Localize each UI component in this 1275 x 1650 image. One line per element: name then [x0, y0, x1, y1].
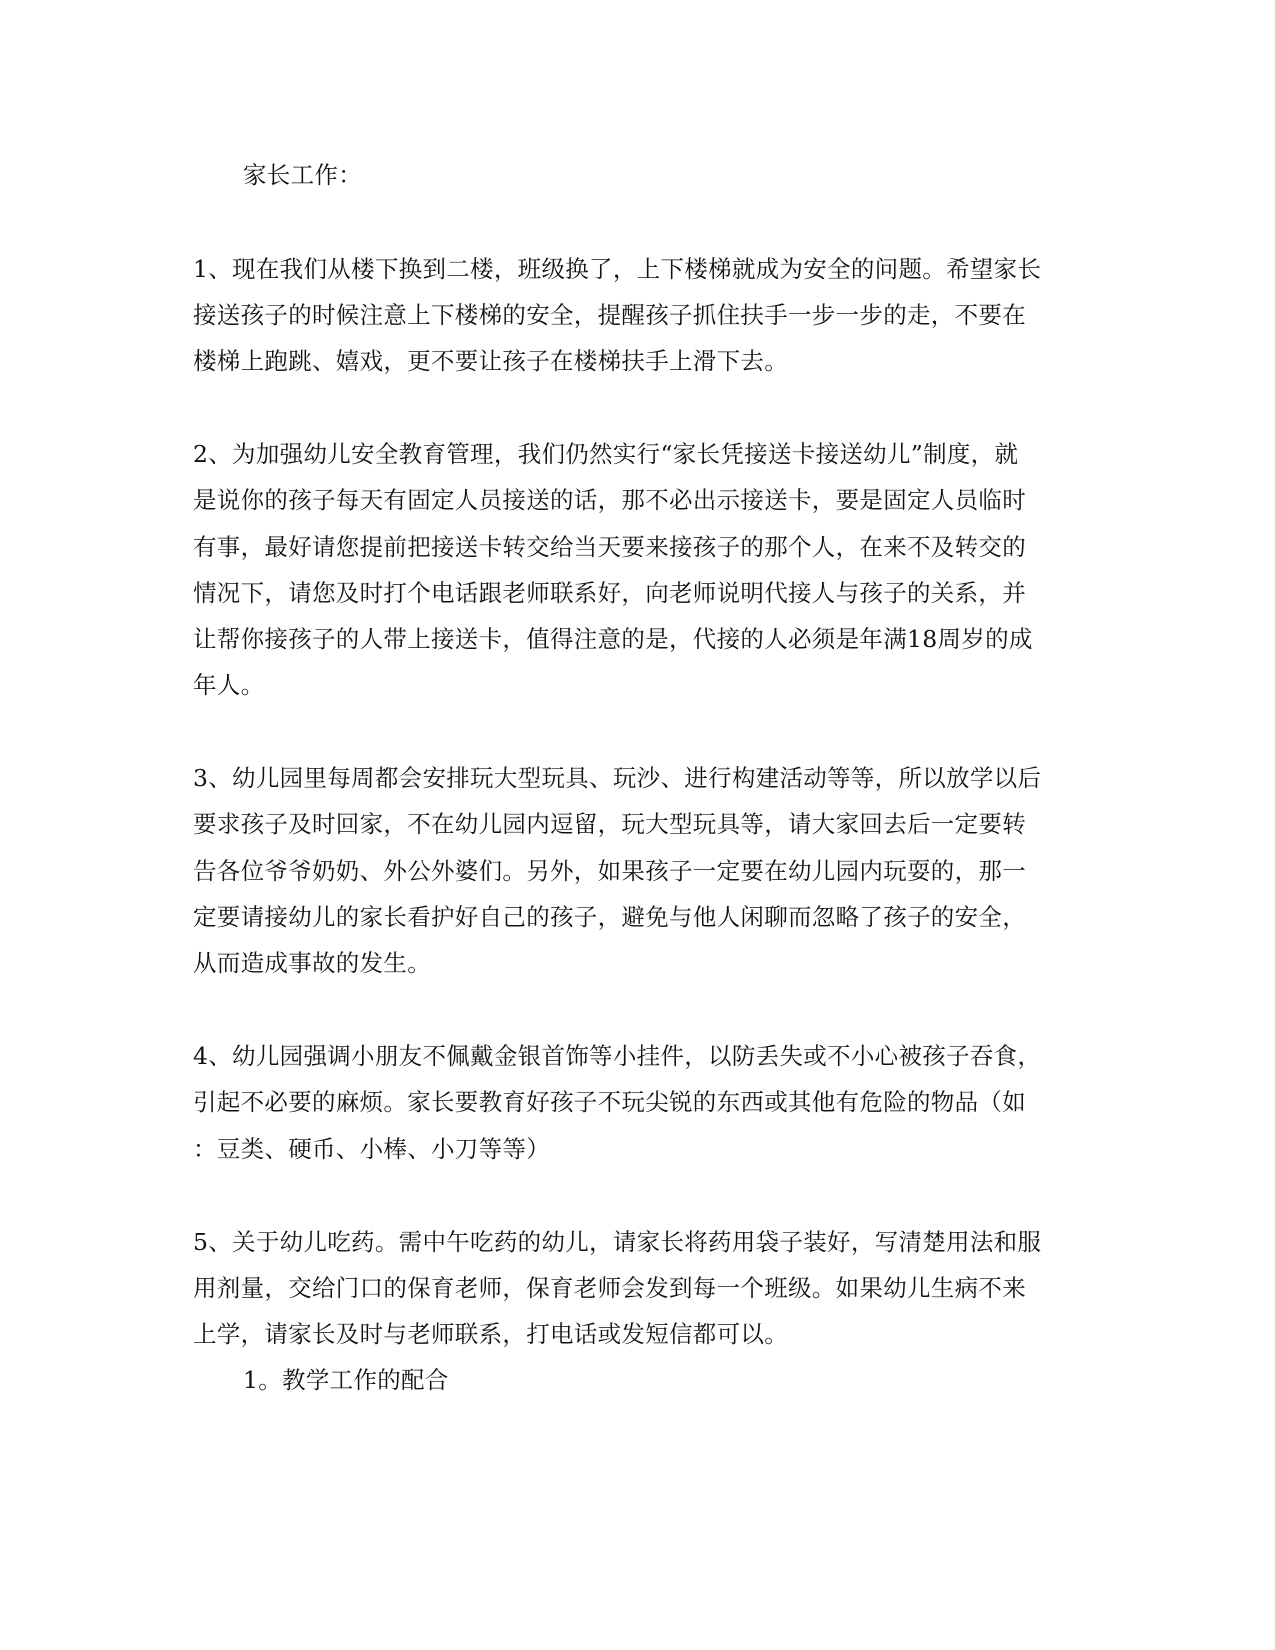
paragraph-line: 接送孩子的时候注意上下楼梯的安全，提醒孩子抓住扶手一步一步的走，不要在	[193, 301, 1026, 329]
paragraph-line: 是说你的孩子每天有固定人员接送的话，那不必出示接送卡，要是固定人员临时	[193, 486, 1026, 514]
subheading: 1。教学工作的配合	[243, 1366, 449, 1394]
paragraph-line: 3、幼儿园里每周都会安排玩大型玩具、玩沙、进行构建活动等等，所以放学以后	[193, 764, 1042, 792]
paragraph-line: 上学，请家长及时与老师联系，打电话或发短信都可以。	[193, 1320, 788, 1348]
paragraph-line: 4、幼儿园强调小朋友不佩戴金银首饰等小挂件，以防丢失或不小心被孩子吞食，	[193, 1042, 1042, 1070]
paragraph-line: 引起不必要的麻烦。家长要教育好孩子不玩尖锐的东西或其他有危险的物品（如	[193, 1088, 1026, 1116]
paragraph-line: 年人。	[193, 671, 265, 699]
paragraph-line: 让帮你接孩子的人带上接送卡，值得注意的是，代接的人必须是年满18周岁的成	[193, 625, 1033, 653]
paragraph-line: 告各位爷爷奶奶、外公外婆们。另外，如果孩子一定要在幼儿园内玩耍的，那一	[193, 857, 1026, 885]
paragraph-line: 2、为加强幼儿安全教育管理，我们仍然实行“家长凭接送卡接送幼儿”制度，就	[193, 440, 1019, 468]
paragraph-line: 5、关于幼儿吃药。需中午吃药的幼儿，请家长将药用袋子装好，写清楚用法和服	[193, 1228, 1042, 1256]
section-heading: 家长工作：	[243, 161, 362, 189]
paragraph-line: 用剂量，交给门口的保育老师，保育老师会发到每一个班级。如果幼儿生病不来	[193, 1274, 1026, 1302]
paragraph-line: 楼梯上跑跳、嬉戏，更不要让孩子在楼梯扶手上滑下去。	[193, 347, 788, 375]
paragraph-line: 从而造成事故的发生。	[193, 949, 431, 977]
paragraph-line: 定要请接幼儿的家长看护好自己的孩子，避免与他人闲聊而忽略了孩子的安全，	[193, 903, 1026, 931]
paragraph-line: 情况下，请您及时打个电话跟老师联系好，向老师说明代接人与孩子的关系，并	[193, 579, 1026, 607]
paragraph-line: 1、现在我们从楼下换到二楼，班级换了，上下楼梯就成为安全的问题。希望家长	[193, 255, 1042, 283]
paragraph-line: 要求孩子及时回家，不在幼儿园内逗留，玩大型玩具等，请大家回去后一定要转	[193, 810, 1026, 838]
paragraph-line: 有事，最好请您提前把接送卡转交给当天要来接孩子的那个人，在来不及转交的	[193, 533, 1026, 561]
paragraph-line: ：豆类、硬币、小棒、小刀等等）	[193, 1135, 550, 1163]
